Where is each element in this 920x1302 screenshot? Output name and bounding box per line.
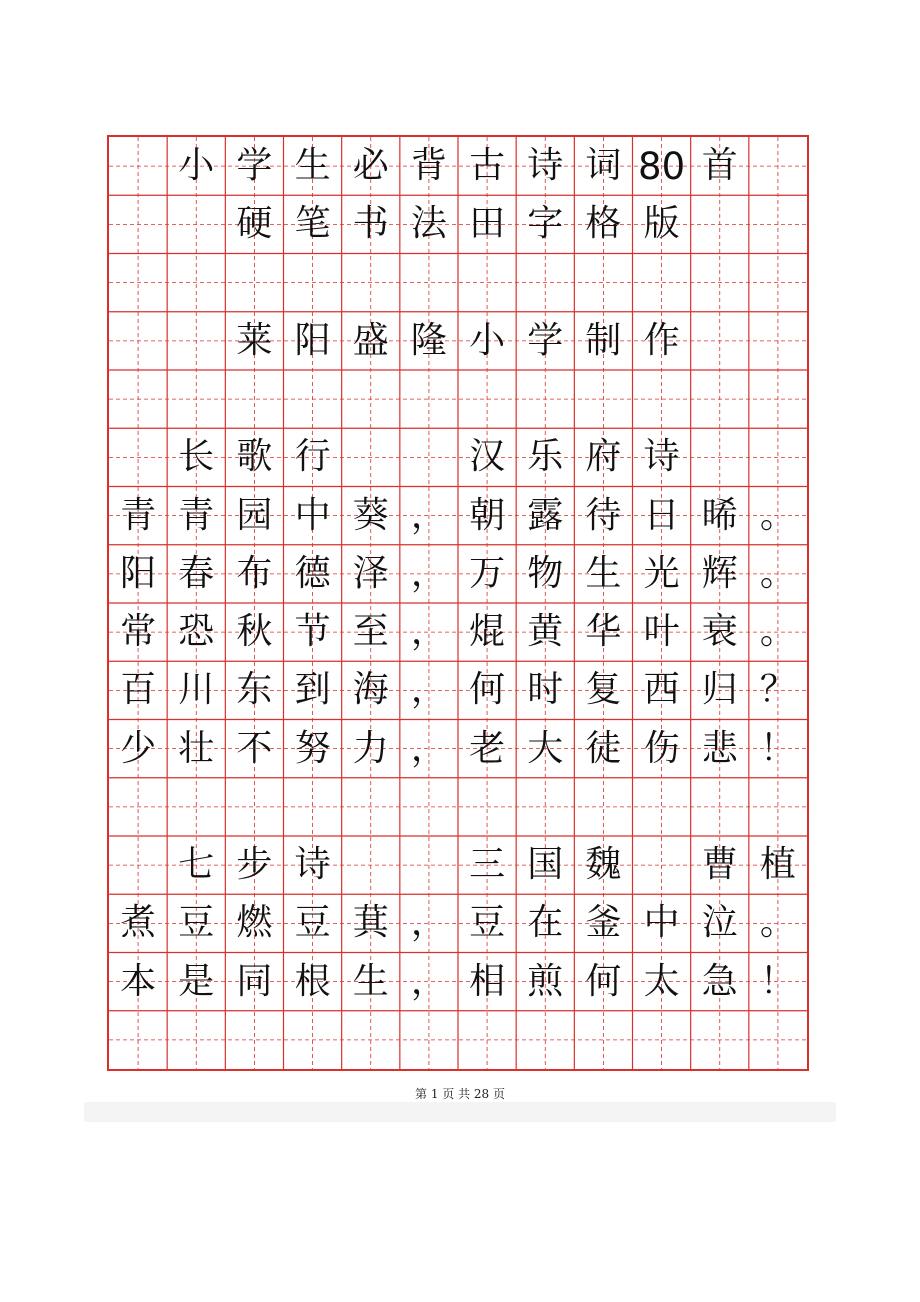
grid-character: 府 <box>585 436 622 478</box>
grid-character: 莱 <box>236 319 273 361</box>
grid-character: 小 <box>178 145 215 187</box>
grid-character: 长 <box>178 436 215 478</box>
grid-character: ， <box>410 727 447 769</box>
grid-character: ， <box>410 494 447 536</box>
grid-character: 至 <box>352 611 389 653</box>
grid-character: 恐 <box>178 611 215 653</box>
grid-character: 叶 <box>643 611 680 653</box>
grid-character: 急 <box>701 960 738 1002</box>
grid-character: 硬 <box>236 203 273 245</box>
grid-character: 首 <box>701 145 738 187</box>
grid-character: 朝 <box>469 494 506 536</box>
grid-character: 相 <box>469 960 506 1002</box>
grid-character: 作 <box>643 319 680 361</box>
grid-character: 泽 <box>352 552 389 594</box>
grid-character: 衰 <box>701 611 738 653</box>
grid-character: 葵 <box>352 494 389 536</box>
tianzige-writing-grid <box>107 135 809 1071</box>
grid-character: 光 <box>643 552 680 594</box>
grid-character: 同 <box>236 960 273 1002</box>
grid-character: 露 <box>527 494 564 536</box>
grid-character: 悲 <box>701 727 738 769</box>
grid-character: 煮 <box>120 902 157 944</box>
grid-character: 日 <box>643 494 680 536</box>
grid-character: 。 <box>759 902 796 944</box>
grid-character: 汉 <box>469 436 506 478</box>
grid-character: 80 <box>638 144 686 188</box>
grid-character: 不 <box>236 727 273 769</box>
grid-character: 小 <box>469 319 506 361</box>
grid-character: 时 <box>527 669 564 711</box>
grid-character: 燃 <box>236 902 273 944</box>
grid-character: 田 <box>469 203 506 245</box>
grid-character: 。 <box>759 552 796 594</box>
grid-character: 格 <box>585 203 622 245</box>
grid-character: 隆 <box>410 319 447 361</box>
grid-cells <box>109 137 807 1069</box>
grid-character: 壮 <box>178 727 215 769</box>
grid-character: 行 <box>294 436 331 478</box>
grid-character: 生 <box>294 145 331 187</box>
grid-character: 归 <box>701 669 738 711</box>
grid-character: 阳 <box>120 552 157 594</box>
grid-character: 盛 <box>352 319 389 361</box>
grid-character: 太 <box>643 960 680 1002</box>
grid-character: 曹 <box>701 844 738 886</box>
grid-character: 歌 <box>236 436 273 478</box>
grid-character: 节 <box>294 611 331 653</box>
grid-character: 春 <box>178 552 215 594</box>
grid-character: 何 <box>585 960 622 1002</box>
grid-character: 复 <box>585 669 622 711</box>
grid-character: 华 <box>585 611 622 653</box>
grid-character: 版 <box>643 203 680 245</box>
grid-character: 西 <box>643 669 680 711</box>
grid-character: 到 <box>294 669 331 711</box>
grid-character: 常 <box>120 611 157 653</box>
grid-character: 老 <box>469 727 506 769</box>
grid-character: 物 <box>527 552 564 594</box>
grid-character: ， <box>410 552 447 594</box>
grid-character: 背 <box>410 145 447 187</box>
grid-character: 秋 <box>236 611 273 653</box>
grid-character: 布 <box>236 552 273 594</box>
grid-character: ， <box>410 960 447 1002</box>
grid-character: 步 <box>236 844 273 886</box>
grid-character: 大 <box>527 727 564 769</box>
grid-character: 是 <box>178 960 215 1002</box>
grid-character: 三 <box>469 844 506 886</box>
grid-character: 诗 <box>643 436 680 478</box>
grid-character: 泣 <box>701 902 738 944</box>
grid-character: 在 <box>527 902 564 944</box>
grid-character: 力 <box>352 727 389 769</box>
grid-character: 百 <box>120 669 157 711</box>
grid-character: 青 <box>120 494 157 536</box>
grid-character: 东 <box>236 669 273 711</box>
grid-character: 书 <box>352 203 389 245</box>
grid-character: 焜 <box>469 611 506 653</box>
grid-character: 古 <box>469 145 506 187</box>
grid-character: 少 <box>120 727 157 769</box>
grid-character: 釜 <box>585 902 622 944</box>
grid-character: 徒 <box>585 727 622 769</box>
grid-character: 法 <box>410 203 447 245</box>
grid-character: 园 <box>236 494 273 536</box>
grid-character: 学 <box>527 319 564 361</box>
grid-character: 阳 <box>294 319 331 361</box>
grid-character: 煎 <box>527 960 564 1002</box>
grid-character: 学 <box>236 145 273 187</box>
grid-character: 根 <box>294 960 331 1002</box>
grid-character: 诗 <box>527 145 564 187</box>
grid-character: 豆 <box>178 902 215 944</box>
grid-character: 词 <box>585 145 622 187</box>
grid-character: 七 <box>178 844 215 886</box>
grid-character: ， <box>410 611 447 653</box>
grid-character: 万 <box>469 552 506 594</box>
grid-character: 生 <box>352 960 389 1002</box>
page-number: 第 1 页 共 28 页 <box>415 1087 505 1101</box>
footer-band <box>84 1102 836 1122</box>
grid-character: ， <box>410 902 447 944</box>
grid-character: 伤 <box>643 727 680 769</box>
grid-character: 诗 <box>294 844 331 886</box>
grid-character: 中 <box>294 494 331 536</box>
grid-character: 萁 <box>352 902 389 944</box>
grid-character: 待 <box>585 494 622 536</box>
grid-character: 魏 <box>585 844 622 886</box>
grid-character: 豆 <box>294 902 331 944</box>
grid-character: 豆 <box>469 902 506 944</box>
grid-character: 乐 <box>527 436 564 478</box>
grid-character: 中 <box>643 902 680 944</box>
grid-character: 生 <box>585 552 622 594</box>
grid-character: 笔 <box>294 203 331 245</box>
grid-character: 德 <box>294 552 331 594</box>
grid-character: 制 <box>585 319 622 361</box>
grid-character: 青 <box>178 494 215 536</box>
grid-character: ！ <box>759 960 796 1002</box>
grid-character: 努 <box>294 727 331 769</box>
grid-character: 辉 <box>701 552 738 594</box>
grid-character: 国 <box>527 844 564 886</box>
grid-character: 必 <box>352 145 389 187</box>
grid-character: 海 <box>352 669 389 711</box>
grid-character: ， <box>410 669 447 711</box>
grid-character: 本 <box>120 960 157 1002</box>
grid-character: 植 <box>759 844 796 886</box>
grid-character: 黄 <box>527 611 564 653</box>
grid-character: ！ <box>759 727 796 769</box>
grid-character: 。 <box>759 494 796 536</box>
grid-character: 晞 <box>701 494 738 536</box>
grid-character: 。 <box>759 611 796 653</box>
grid-character: 何 <box>469 669 506 711</box>
grid-character: 字 <box>527 203 564 245</box>
grid-character: ？ <box>759 669 796 711</box>
grid-character: 川 <box>178 669 215 711</box>
